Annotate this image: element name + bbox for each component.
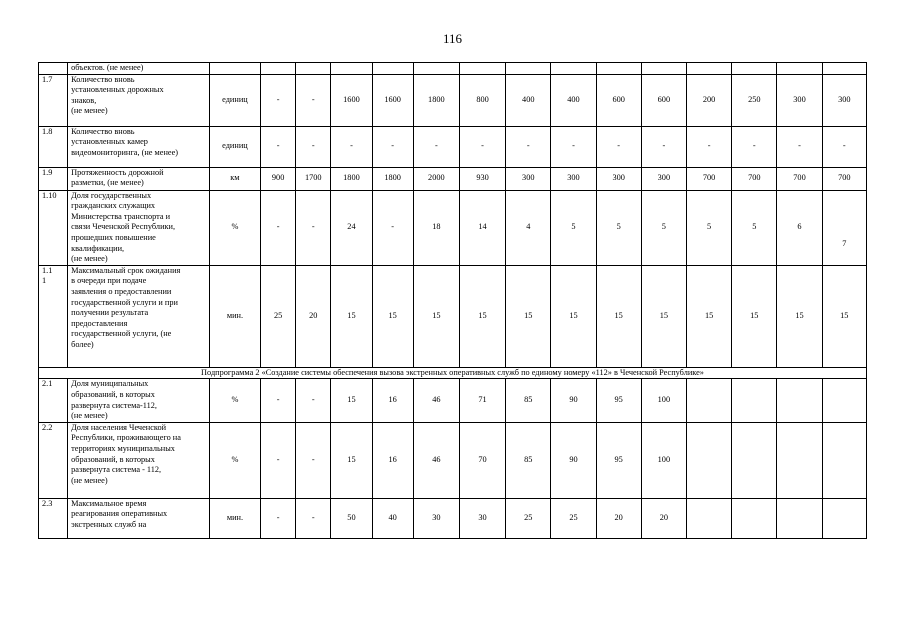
indicator-name-line: более) — [71, 339, 94, 349]
value-cell: 15 — [372, 265, 413, 367]
table-row — [39, 498, 867, 538]
indicator-name-line: связи Чеченской Республики, — [71, 222, 176, 232]
unit-cell: единиц — [209, 74, 260, 126]
value-cell — [506, 63, 551, 75]
value-cell: 15 — [413, 265, 459, 367]
value-cell: 2000 — [413, 167, 459, 190]
row-number: 1.10 — [39, 190, 68, 265]
value-cell: 95 — [596, 379, 641, 422]
indicator-name-line: Протяженность дорожной — [71, 167, 164, 177]
value-cell: 200 — [686, 74, 731, 126]
value-cell — [777, 498, 822, 538]
value-cell: 16 — [372, 422, 413, 498]
indicator-name-line: Доля государственных — [71, 190, 152, 200]
indicator-name-line: образований, в которых — [71, 454, 155, 464]
value-cell: 400 — [506, 74, 551, 126]
indicator-name-line: заявления о предоставлении — [71, 286, 172, 296]
value-cell — [261, 63, 296, 75]
unit-cell: % — [209, 379, 260, 422]
indicator-name-line: реагирования оперативных — [71, 509, 168, 519]
value-cell: 50 — [331, 498, 372, 538]
value-cell: 300 — [641, 167, 686, 190]
value-cell: - — [372, 126, 413, 167]
value-cell — [413, 63, 459, 75]
table-row — [39, 422, 867, 498]
value-cell: 85 — [506, 422, 551, 498]
unit-cell: единиц — [209, 126, 260, 167]
value-cell: 5 — [732, 190, 777, 265]
indicator-name-line: Доля муниципальных — [71, 379, 149, 389]
value-cell: 20 — [296, 265, 331, 367]
value-cell: - — [372, 190, 413, 265]
indicator-name-line: территориях муниципальных — [71, 443, 175, 453]
value-cell — [372, 63, 413, 75]
value-cell: - — [822, 126, 866, 167]
value-cell: 800 — [459, 74, 505, 126]
value-cell: 1600 — [372, 74, 413, 126]
value-cell: 15 — [459, 265, 505, 367]
indicator-name-line: предоставления — [71, 318, 128, 328]
row-number: 2.3 — [39, 498, 68, 538]
value-cell: 15 — [596, 265, 641, 367]
unit-cell: % — [209, 422, 260, 498]
value-cell: 14 — [459, 190, 505, 265]
value-cell: 5 — [641, 190, 686, 265]
value-cell — [296, 63, 331, 75]
indicator-name-line: разметки, (не менее) — [71, 178, 144, 188]
indicator-name-line: Количество вновь — [71, 74, 135, 84]
value-cell: - — [641, 126, 686, 167]
unit-cell: мин. — [209, 265, 260, 367]
value-cell: - — [732, 126, 777, 167]
indicator-name-line: (не менее) — [71, 106, 108, 116]
indicator-name-line: гражданских служащих — [71, 201, 156, 211]
indicator-name-line: государственной услуги, (не — [71, 329, 172, 339]
value-cell: 16 — [372, 379, 413, 422]
value-cell: - — [551, 126, 596, 167]
value-cell — [822, 379, 866, 422]
value-cell: 300 — [822, 74, 866, 126]
indicator-name-line: Максимальное время — [71, 498, 147, 508]
value-cell — [822, 63, 866, 75]
value-cell: 15 — [777, 265, 822, 367]
row-number: 2.2 — [39, 422, 68, 498]
value-cell: - — [261, 126, 296, 167]
value-cell: 700 — [732, 167, 777, 190]
indicator-name-line: Республики, проживающего на — [71, 433, 181, 443]
value-cell: 18 — [413, 190, 459, 265]
value-cell — [686, 63, 731, 75]
value-cell: 15 — [331, 379, 372, 422]
indicator-name — [68, 498, 210, 538]
value-cell: - — [506, 126, 551, 167]
unit-cell: км — [209, 167, 260, 190]
value-cell: 300 — [777, 74, 822, 126]
value-cell: 5 — [551, 190, 596, 265]
value-cell — [641, 63, 686, 75]
table-row — [39, 74, 867, 126]
indicator-name-line: прошедших повышение — [71, 232, 156, 242]
row-number — [39, 63, 68, 75]
indicator-name-line: установленных дорожных — [71, 85, 164, 95]
row-number: 1.9 — [39, 167, 68, 190]
indicator-name — [68, 379, 210, 422]
value-cell: 300 — [551, 167, 596, 190]
value-cell: 300 — [506, 167, 551, 190]
subprogram-title: Подпрограмма 2 «Создание системы обеспечения вызова экстренных оперативных служб по единому номеру «112» в Чеченской Республике» — [39, 367, 867, 379]
value-cell: 15 — [551, 265, 596, 367]
value-cell — [732, 379, 777, 422]
value-cell: - — [296, 498, 331, 538]
value-cell: 90 — [551, 422, 596, 498]
indicator-name-line: экстренных служб на — [71, 519, 147, 529]
value-cell: 5 — [596, 190, 641, 265]
value-cell: 15 — [822, 265, 866, 367]
value-cell — [777, 379, 822, 422]
value-cell: 930 — [459, 167, 505, 190]
indicator-name-line: знаков, — [71, 95, 97, 105]
value-cell: 1800 — [372, 167, 413, 190]
value-cell: - — [596, 126, 641, 167]
value-cell: 700 — [777, 167, 822, 190]
value-cell: 95 — [596, 422, 641, 498]
value-cell — [686, 379, 731, 422]
table-row — [39, 379, 867, 422]
value-cell: 25 — [551, 498, 596, 538]
value-cell: 30 — [413, 498, 459, 538]
value-cell: 20 — [641, 498, 686, 538]
indicator-name-line: развернута система - 112, — [71, 465, 162, 475]
value-cell: 15 — [641, 265, 686, 367]
value-cell: - — [296, 379, 331, 422]
table-row — [39, 190, 867, 265]
value-cell — [732, 422, 777, 498]
value-cell — [331, 63, 372, 75]
indicator-name — [68, 265, 210, 367]
indicator-name — [68, 126, 210, 167]
value-cell: - — [777, 126, 822, 167]
table-row — [39, 265, 867, 367]
indicator-name-line: видеомониторинга, (не менее) — [71, 147, 179, 157]
row-number: 2.1 — [39, 379, 68, 422]
indicator-name-line: Максимальный срок ожидания — [71, 265, 181, 275]
row-number: 1.8 — [39, 126, 68, 167]
value-cell — [822, 498, 866, 538]
value-cell: 600 — [596, 74, 641, 126]
value-cell: 15 — [686, 265, 731, 367]
value-cell: 46 — [413, 379, 459, 422]
indicator-name-line: развернута система-112, — [71, 400, 157, 410]
value-cell: - — [261, 74, 296, 126]
value-cell: 1700 — [296, 167, 331, 190]
value-cell: 100 — [641, 379, 686, 422]
value-cell: - — [261, 422, 296, 498]
indicator-name — [68, 422, 210, 498]
subprogram-row — [39, 367, 867, 379]
unit-cell: мин. — [209, 498, 260, 538]
value-cell — [732, 498, 777, 538]
value-cell: 400 — [551, 74, 596, 126]
value-cell: 25 — [261, 265, 296, 367]
value-cell: 24 — [331, 190, 372, 265]
value-cell: 7 — [822, 190, 866, 265]
value-cell: - — [296, 190, 331, 265]
table-row — [39, 63, 867, 75]
value-cell: 100 — [641, 422, 686, 498]
value-cell: 250 — [732, 74, 777, 126]
value-cell: - — [261, 498, 296, 538]
value-cell: - — [413, 126, 459, 167]
value-cell — [777, 422, 822, 498]
value-cell: 15 — [732, 265, 777, 367]
value-cell — [686, 498, 731, 538]
indicator-name-line: (не менее) — [71, 475, 108, 485]
indicator-name-line: Доля населения Чеченской — [71, 422, 167, 432]
indicator-name-line: объектов. (не менее) — [71, 63, 144, 72]
value-cell: 70 — [459, 422, 505, 498]
value-cell — [732, 63, 777, 75]
value-cell: 5 — [686, 190, 731, 265]
value-cell: 15 — [331, 422, 372, 498]
indicator-name — [68, 74, 210, 126]
value-cell: 600 — [641, 74, 686, 126]
indicators-table — [38, 62, 867, 539]
value-cell — [686, 422, 731, 498]
value-cell: - — [459, 126, 505, 167]
value-cell: 1800 — [331, 167, 372, 190]
value-cell: 90 — [551, 379, 596, 422]
value-cell: 40 — [372, 498, 413, 538]
page-number: 116 — [442, 31, 463, 46]
indicator-name-line: (не менее) — [71, 411, 108, 421]
value-cell: 85 — [506, 379, 551, 422]
value-cell — [777, 63, 822, 75]
value-cell: 1600 — [331, 74, 372, 126]
value-cell: - — [331, 126, 372, 167]
indicator-name-line: Министерства транспорта и — [71, 211, 171, 221]
value-cell: 4 — [506, 190, 551, 265]
value-cell: 15 — [331, 265, 372, 367]
row-number: 1.1 1 — [39, 265, 68, 367]
value-cell: - — [296, 126, 331, 167]
value-cell: 25 — [506, 498, 551, 538]
unit-cell — [209, 63, 260, 75]
indicator-name-line: установленных камер — [71, 137, 148, 147]
indicator-name-line: государственной услуги и при — [71, 297, 178, 307]
value-cell: 1800 — [413, 74, 459, 126]
row-number: 1.7 — [39, 74, 68, 126]
indicator-name-line: образований, в которых — [71, 389, 155, 399]
value-cell: - — [686, 126, 731, 167]
value-cell: 15 — [506, 265, 551, 367]
value-cell — [822, 422, 866, 498]
value-cell — [459, 63, 505, 75]
value-cell: 30 — [459, 498, 505, 538]
indicator-name — [68, 63, 210, 75]
value-cell: - — [261, 379, 296, 422]
indicator-name-line: (не менее) — [71, 254, 108, 264]
indicator-name — [68, 167, 210, 190]
value-cell: 300 — [596, 167, 641, 190]
value-cell: - — [296, 422, 331, 498]
indicator-name-line: получении результата — [71, 308, 149, 318]
value-cell — [596, 63, 641, 75]
indicator-name-line: в очереди при подаче — [71, 276, 147, 286]
value-cell: 900 — [261, 167, 296, 190]
unit-cell: % — [209, 190, 260, 265]
value-cell: 71 — [459, 379, 505, 422]
table-row — [39, 126, 867, 167]
value-cell — [551, 63, 596, 75]
value-cell: 700 — [822, 167, 866, 190]
indicator-name-line: Количество вновь — [71, 126, 135, 136]
table-row — [39, 167, 867, 190]
value-cell: 6 — [777, 190, 822, 265]
value-cell: 20 — [596, 498, 641, 538]
value-cell: 700 — [686, 167, 731, 190]
indicator-name — [68, 190, 210, 265]
value-cell: 46 — [413, 422, 459, 498]
value-cell: - — [261, 190, 296, 265]
table-body — [39, 63, 867, 539]
indicator-name-line: квалификации, — [71, 243, 125, 253]
value-cell: - — [296, 74, 331, 126]
